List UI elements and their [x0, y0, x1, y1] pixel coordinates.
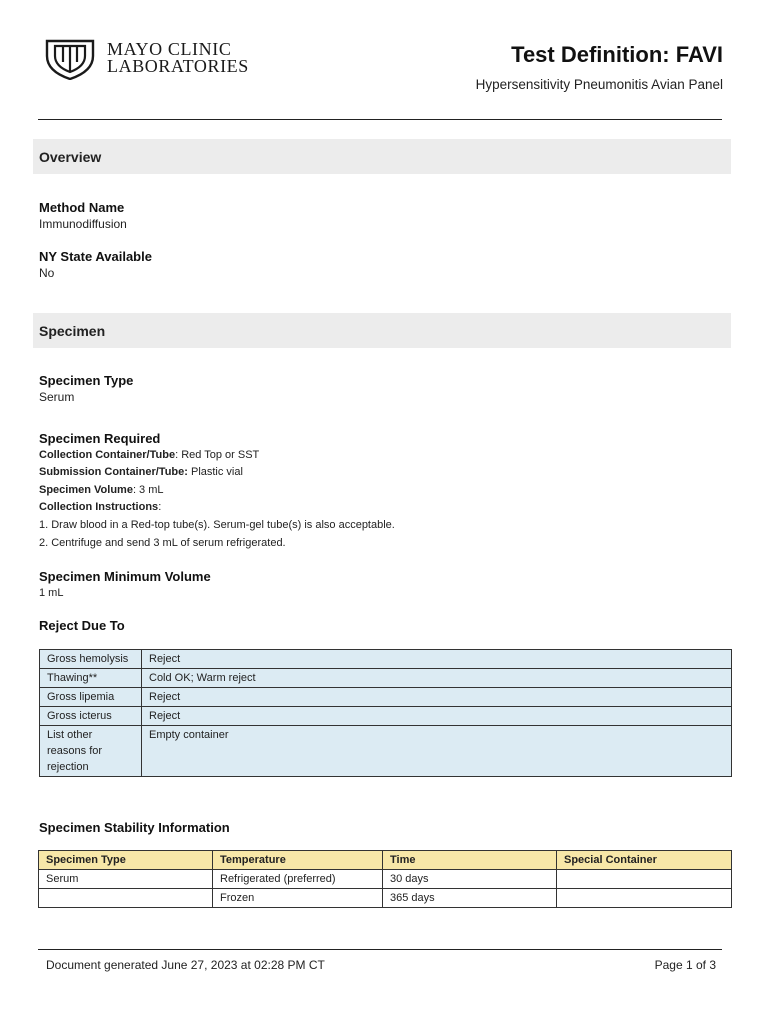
table-cell: Refrigerated (preferred) [213, 870, 383, 889]
collection-container-label: Collection Container/Tube [39, 449, 176, 461]
column-header: Specimen Type [39, 851, 213, 870]
min-volume-label: Specimen Minimum Volume [39, 569, 211, 584]
column-header: Time [383, 851, 557, 870]
reject-action: Reject [142, 707, 732, 726]
min-volume-value: 1 mL [39, 587, 64, 599]
specimen-volume-line [39, 484, 164, 496]
table-row [40, 707, 732, 726]
footer-generated: Document generated June 27, 2023 at 02:28 PM CT [46, 958, 325, 972]
specimen-type-label: Specimen Type [39, 373, 134, 388]
reject-action: Reject [142, 688, 732, 707]
reject-table [39, 649, 732, 777]
specimen-volume-label: Specimen Volume [39, 484, 133, 496]
instruction-1: 1. Draw blood in a Red-top tube(s). Serum-gel tube(s) is also acceptable. [39, 519, 395, 531]
reject-condition: Gross icterus [40, 707, 142, 726]
reject-action: Reject [142, 650, 732, 669]
submission-container-value: Plastic vial [187, 466, 243, 478]
mayo-clinic-logo [44, 38, 274, 82]
overview-section-header [33, 139, 731, 174]
mayo-shield-icon [44, 38, 96, 80]
ny-state-value: No [39, 266, 55, 280]
page-number: Page 1 of 3 [654, 958, 716, 972]
instruction-2: 2. Centrifuge and send 3 mL of serum refrigerated. [39, 537, 286, 549]
stability-table [38, 850, 732, 908]
reject-condition: Thawing** [40, 669, 142, 688]
table-row [39, 870, 732, 889]
table-cell [557, 870, 732, 889]
specimen-volume-value: : 3 mL [132, 484, 164, 496]
reject-action: Cold OK; Warm reject [142, 669, 732, 688]
table-row [40, 669, 732, 688]
collection-container-line [39, 449, 259, 461]
submission-container-label: Submission Container/Tube: [39, 466, 188, 478]
table-row [40, 688, 732, 707]
page-subtitle: Hypersensitivity Pneumonitis Avian Panel [475, 77, 723, 92]
header-divider [38, 119, 722, 120]
reject-condition: List other reasons for rejection [40, 726, 142, 777]
table-row [39, 889, 732, 908]
method-name-value: Immunodiffusion [39, 217, 127, 231]
table-cell: 30 days [383, 870, 557, 889]
table-cell: 365 days [383, 889, 557, 908]
column-header: Special Container [557, 851, 732, 870]
specimen-required-label: Specimen Required [39, 431, 161, 446]
logo-line-2: LABORATORIES [107, 56, 249, 76]
collection-instructions-label: Collection Instructions [39, 501, 159, 513]
collection-container-value: : Red Top or SST [175, 449, 260, 461]
reject-due-to-label: Reject Due To [39, 618, 125, 633]
footer-divider [38, 949, 722, 950]
reject-condition: Gross hemolysis [40, 650, 142, 669]
table-cell [557, 889, 732, 908]
logo-line-1: MAYO CLINIC [107, 39, 232, 59]
overview-heading: Overview [39, 149, 102, 165]
column-header: Temperature [213, 851, 383, 870]
table-cell: Serum [39, 870, 213, 889]
submission-container-line [39, 466, 243, 478]
method-name-label: Method Name [39, 200, 125, 215]
specimen-section-header [33, 313, 731, 348]
table-header-row [39, 851, 732, 870]
table-row [40, 726, 732, 777]
specimen-heading: Specimen [39, 323, 106, 339]
table-row [40, 650, 732, 669]
ny-state-label: NY State Available [39, 249, 152, 264]
page-title: Test Definition: FAVI [511, 42, 723, 67]
collection-instructions-colon: : [158, 501, 162, 513]
table-cell: Frozen [213, 889, 383, 908]
reject-action: Empty container [142, 726, 732, 777]
table-cell [39, 889, 213, 908]
specimen-type-value: Serum [39, 390, 75, 404]
stability-label: Specimen Stability Information [39, 820, 230, 835]
collection-instructions-line [39, 501, 161, 513]
reject-condition: Gross lipemia [40, 688, 142, 707]
